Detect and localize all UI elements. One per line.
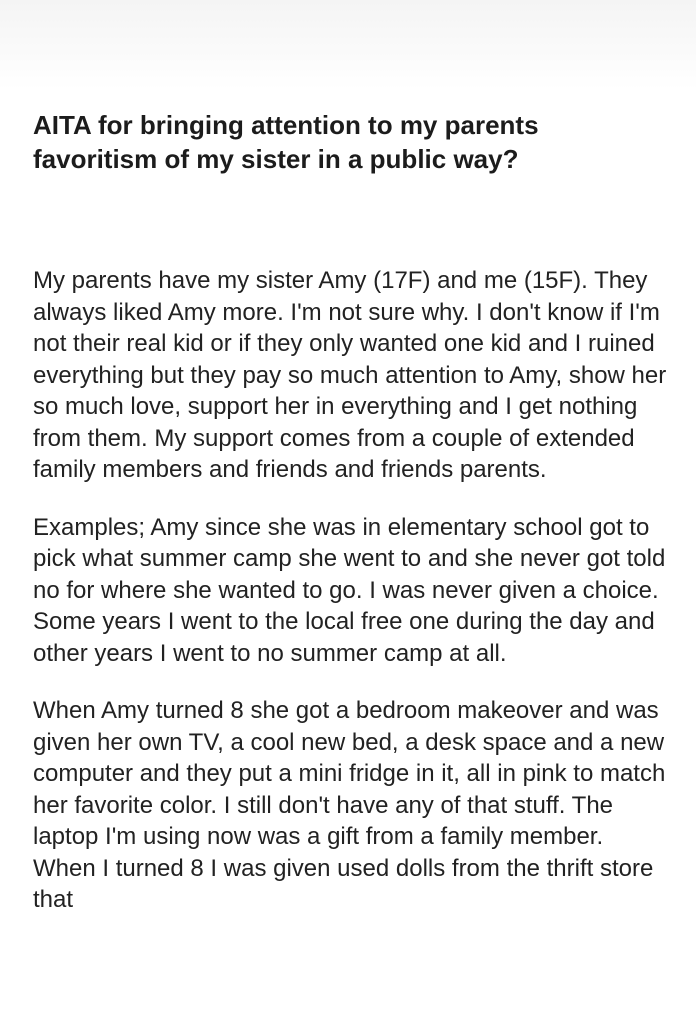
post-body [33, 265, 673, 916]
header-shadow [0, 0, 696, 90]
post-paragraph: My parents have my sister Amy (17F) and me (15F). They always liked Amy more. I'm not sure why. I don't know if I'm not their real kid or if they only wanted one kid and I ruined everything but they pay so much attention to Amy, show her so much love, support her in everything and I get nothing from them. My support comes from a couple of extended family members and friends and friends parents. [33, 267, 667, 483]
post-container [33, 108, 673, 916]
post-paragraph: When Amy turned 8 she got a bedroom makeover and was given her own TV, a cool new bed, a desk space and a new computer and they put a mini fridge in it, all in pink to match her favorite color. I still don't have any of that stuff. The laptop I'm using now was a gift from a family member. When I turned 8 I was given used dolls from the thrift store that [33, 697, 666, 913]
post-title: AITA for bringing attention to my parents favoritism of my sister in a public way? [33, 110, 539, 174]
post-paragraph: Examples; Amy since she was in elementary school got to pick what summer camp she went to and she never got told no for where she wanted to go. I was never given a choice. Some years I went to the local free one during the day and other years I went to no summer camp at all. [33, 513, 666, 667]
